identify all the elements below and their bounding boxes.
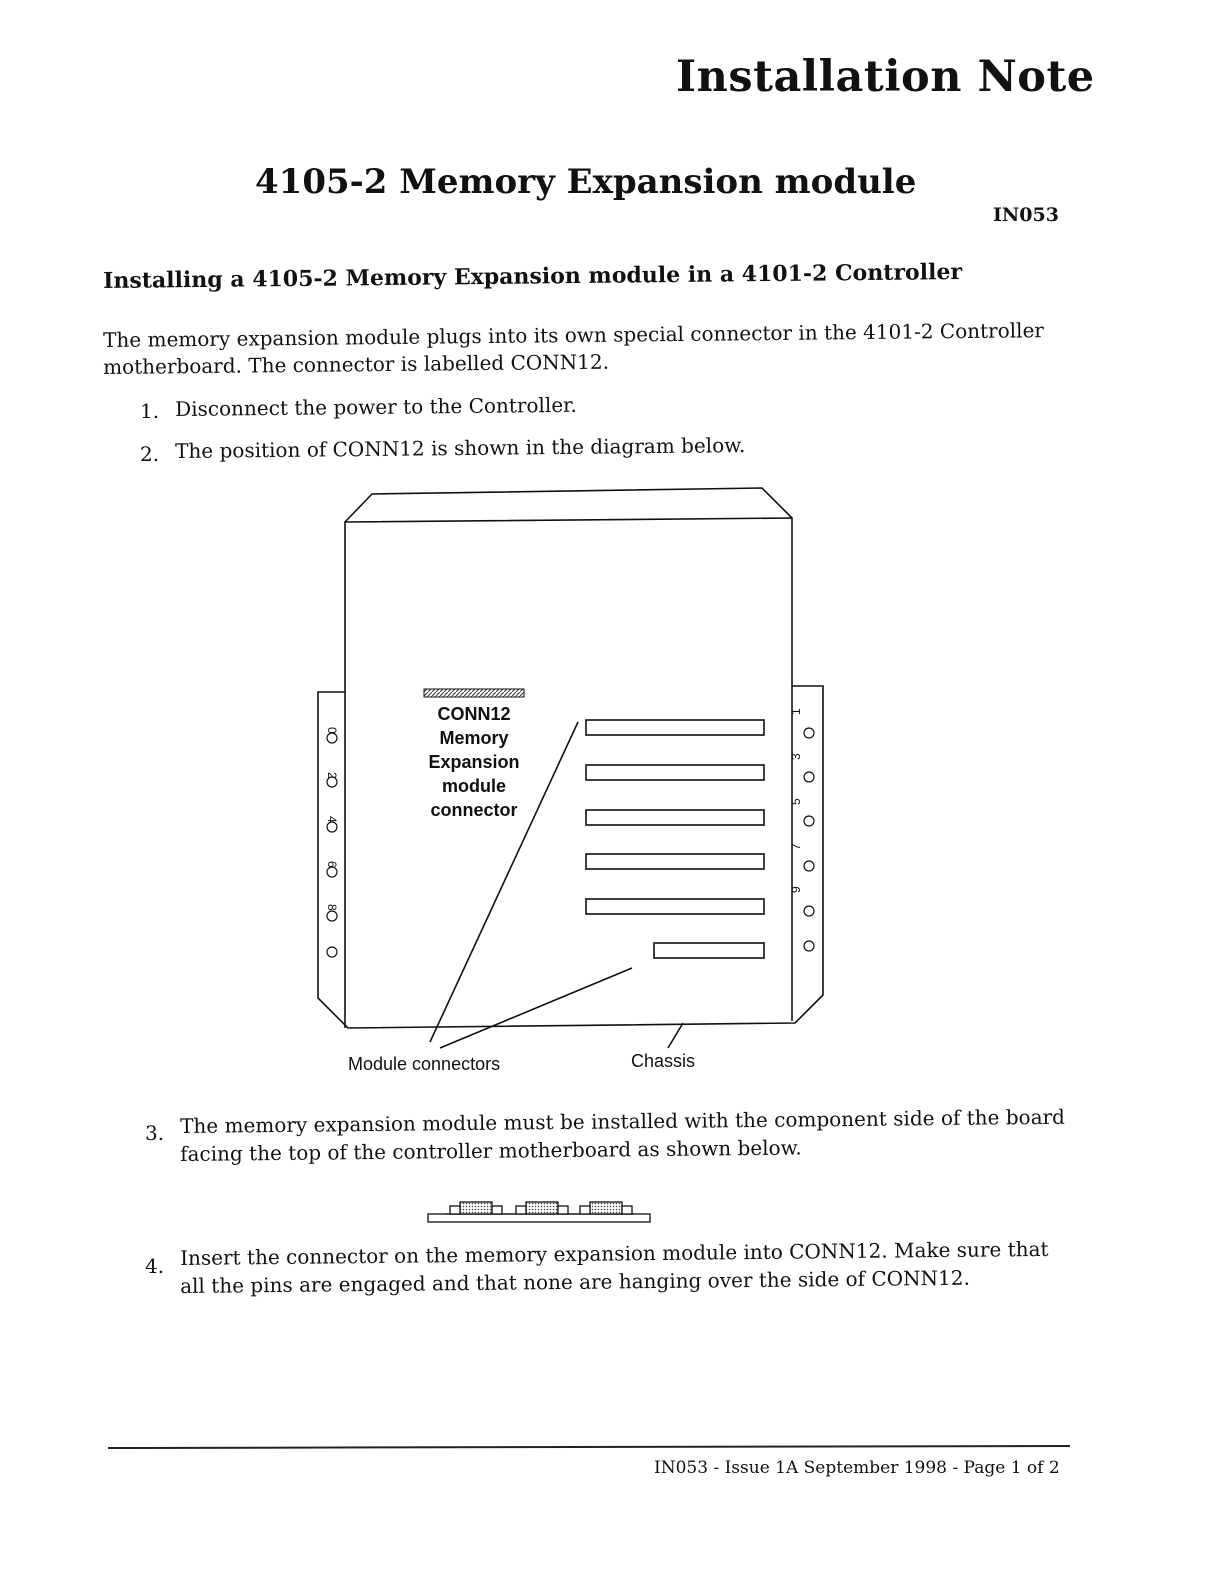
right-mount-hole xyxy=(804,941,814,951)
conn12-connector xyxy=(424,689,524,697)
module-connector-slot xyxy=(654,943,764,958)
caption-chassis: Chassis xyxy=(631,1051,696,1071)
left-mount-hole xyxy=(327,947,337,957)
step-text: Disconnect the power to the Controller. xyxy=(175,392,577,421)
left-mount-hole xyxy=(327,822,337,832)
left-slot-number: 6 xyxy=(325,861,339,868)
right-slot-number: 7 xyxy=(789,843,803,850)
module-side-view-illustration xyxy=(420,1190,660,1226)
footer-text: IN053 - Issue 1A September 1998 - Page 1 of 2 xyxy=(654,1458,1060,1478)
left-slot-number: 2 xyxy=(325,772,339,779)
step-text: The position of CONN12 is shown in the diagram below. xyxy=(175,433,746,463)
module-pin-block xyxy=(492,1206,502,1214)
conn12-label-line: Expansion xyxy=(428,752,520,772)
caption-module-connectors: Module connectors xyxy=(348,1054,501,1074)
right-mount-hole xyxy=(804,816,814,826)
left-slot-number: 0 xyxy=(325,727,339,734)
conn12-label-line: Memory xyxy=(439,728,509,748)
module-pcb xyxy=(428,1214,650,1222)
left-slot-number: 4 xyxy=(325,816,339,823)
left-slot-number: 8 xyxy=(325,904,339,911)
section-heading: Installing a 4105-2 Memory Expansion module in a 4101-2 Controller xyxy=(103,259,963,294)
leader-line xyxy=(440,968,632,1048)
step-number: 4. xyxy=(145,1254,165,1278)
step-text: all the pins are engaged and that none are hanging over the side of CONN12. xyxy=(180,1265,970,1298)
module-connector-slot xyxy=(586,720,764,735)
right-mount-hole xyxy=(804,861,814,871)
conn12-label-line: CONN12 xyxy=(437,704,511,724)
board-top-bevel xyxy=(345,488,792,522)
conn12-label-line: module xyxy=(441,776,507,796)
intro-paragraph-line: The memory expansion module plugs into its own special connector in the 4101-2 Controller xyxy=(103,318,1045,352)
right-mount-hole xyxy=(804,906,814,916)
right-slot-number: 1 xyxy=(789,708,803,715)
module-pin-block xyxy=(450,1206,460,1214)
step-text: facing the top of the controller motherboard as shown below. xyxy=(180,1135,802,1166)
left-mount-hole xyxy=(327,733,337,743)
step-number: 2. xyxy=(140,442,160,466)
module-connector-slot xyxy=(586,854,764,869)
document-code: IN053 xyxy=(993,204,1059,226)
module-pin-block xyxy=(580,1206,590,1214)
module-chip xyxy=(526,1202,558,1214)
step-number: 3. xyxy=(145,1121,165,1145)
footer-rule xyxy=(108,1445,1070,1449)
module-pin-block xyxy=(622,1206,632,1214)
module-chip xyxy=(460,1202,492,1214)
intro-paragraph-line: motherboard. The connector is labelled CONN12. xyxy=(103,349,610,379)
leader-line xyxy=(668,1023,683,1048)
left-mount-hole xyxy=(327,867,337,877)
right-slot-number: 5 xyxy=(789,798,803,805)
document-type-title: Installation Note xyxy=(676,52,1095,102)
step-number: 1. xyxy=(140,399,160,423)
right-mount-hole xyxy=(804,772,814,782)
left-mount-hole xyxy=(327,911,337,921)
module-pin-block xyxy=(558,1206,568,1214)
board-outline xyxy=(318,518,823,1028)
step-text: The memory expansion module must be installed with the component side of the board xyxy=(180,1104,1066,1138)
right-slot-number: 9 xyxy=(789,886,803,893)
right-slot-number: 3 xyxy=(789,753,803,760)
module-chip xyxy=(590,1202,622,1214)
module-connector-slot xyxy=(586,899,764,914)
module-title: 4105-2 Memory Expansion module xyxy=(255,162,917,202)
module-connector-slot xyxy=(586,765,764,780)
right-mount-hole xyxy=(804,728,814,738)
step-text: Insert the connector on the memory expansion module into CONN12. Make sure that xyxy=(180,1236,1049,1270)
module-pin-block xyxy=(516,1206,526,1214)
controller-diagram xyxy=(300,480,860,1090)
module-connector-slot xyxy=(586,810,764,825)
conn12-label-line: connector xyxy=(430,800,518,820)
